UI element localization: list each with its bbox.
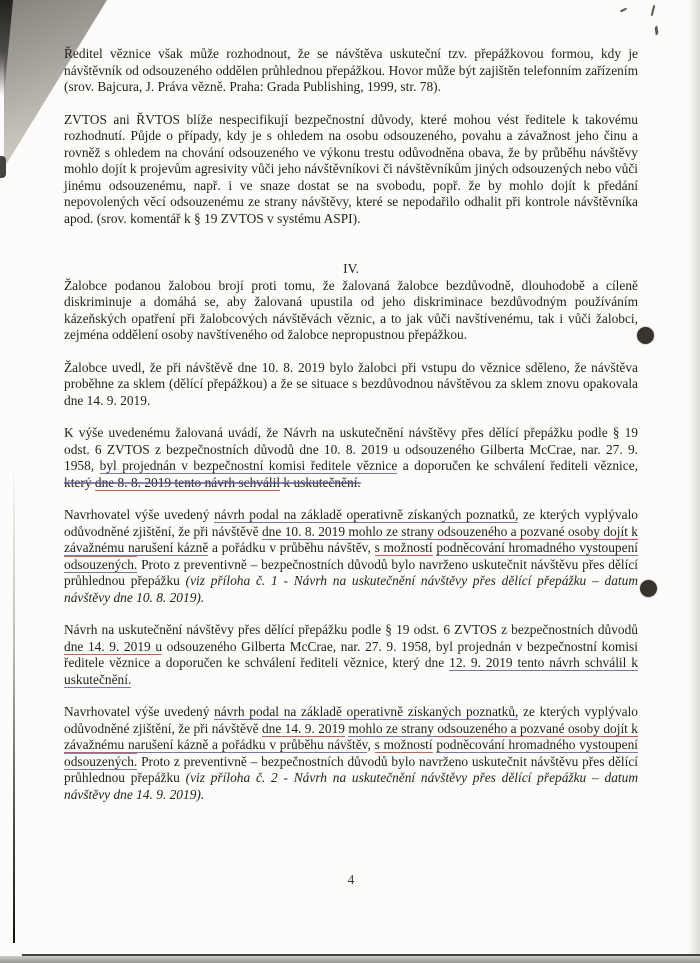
bottom-scan-strip: [0, 956, 700, 963]
para-proposal-10-8: K výše uvedenému žalovaná uvádí, že Návrh na uskutečnění návštěvy přes dělící přepážku podle § 19 odst. 6 ZVTOS z bezpečnostních důvodů dne 10. 8. 2019 u odsouzeného Gilberta McCrae, nar. 27. 9. 1958, byl projednán v bezpečnostní komisi ředitele věznice a doporučen ke schválení řediteli věznice, který dne 8. 8. 2019 tento návrh schválil k uskutečnění.: [64, 425, 638, 490]
para-findings-14-9: Navrhovatel výše uvedený návrh podal na základě operativně získaných poznatků, ze kterých vyplývalo odůvodněné zjištění, že při návštěvě dne 14. 9. 2019 mohlo ze strany odsouzeného a pozvané osoby dojít k závažnému narušení kázně a pořádku v průběhu návštěv, s možností podněcování hromadného vystoupení odsouzených. Proto z preventivně – bezpečnostních důvodů bylo navrženo uskutečnit návštěvu přes dělící průhlednou přepážku (viz příloha č. 2 - Návrh na uskutečnění návštěvy přes dělící přepážku – datum návštěvy dne 14. 9. 2019).: [64, 704, 638, 802]
para-findings-10-8: Navrhovatel výše uvedený návrh podal na základě operativně získaných poznatků, ze kterých vyplývalo odůvodněné zjištění, že při návštěvě dne 10. 8. 2019 mohlo ze strany odsouzeného a pozvané osoby dojít k závažnému narušení kázně a pořádku v průběhu návštěv, s možností podněcování hromadného vystoupení odsouzených. Proto z preventivně – bezpečnostních důvodů bylo navrženo uskutečnit návštěvu přes dělící průhlednou přepážku (viz příloha č. 1 - Návrh na uskutečnění návštěvy přes dělící přepážku – datum návštěvy dne 10. 8. 2019).: [64, 507, 638, 605]
section-heading: IV.: [343, 261, 359, 276]
para-claim-summary: Žalobce podanou žalobou brojí proti tomu, že žalovaná žalobce bezdůvodně, dlouhodobě a cíleně diskriminuje a domáhá se, aby žalovaná upustila od jeho diskriminace bezdůvodným používáním kázeňských opatření při žalobcových návštěvách věznic, a to jak vůči navštívenému, tak i vůči žalobci, zejména oddělení osoby navštíveného od žalobce nepropustnou přepážkou.: [64, 277, 638, 342]
document-text: [64, 46, 638, 819]
pen-speck-1: [620, 8, 627, 13]
left-scan-line: [13, 460, 15, 943]
para-director-decision: Ředitel věznice však může rozhodnout, že se návštěva uskuteční tzv. přepážkovou formou, kdy je návštěvník od odsouzeného oddělen průhlednou přepážkou. Hovor může být zajištěn telefonním zařízením (srov. Bajcura, J. Práva vězně. Praha: Grada Publishing, 1999, str. 78).: [64, 46, 638, 94]
left-edge-mark: [0, 156, 6, 178]
page-number: 4: [347, 872, 355, 887]
para-proposal-14-9: Návrh na uskutečnění návštěvy přes dělící přepážku podle § 19 odst. 6 ZVTOS z bezpečnostních důvodů dne 14. 9. 2019 u odsouzeného Gilberta McCrae, nar. 27. 9. 1958, byl projednán v bezpečnostní komisi ředitele věznice a doporučen ke schválení řediteli věznice, který dne 12. 9. 2019 tento návrh schválil k uskutečnění.: [64, 622, 638, 687]
pen-speck-2: [651, 5, 656, 16]
pen-speck-3: [654, 26, 659, 35]
hole-punch-bottom: [640, 580, 657, 597]
para-security-reasons: ZVTOS ani ŘVTOS blíže nespecifikují bezpečnostní důvody, které mohou vést ředitele k takovému rozhodnutí. Půjde o případy, kdy je s ohledem na osobu odsouzeného, povahu a závažnost jeho činu a rovněž s ohledem na chování odsouzeného ve výkonu trestu odůvodněna obava, že by průběhu návštěvy mohlo dojít k projevům agresivity vůči jeho návštěvníkovi či návštěvníkům jiných odsouzených nebo vůči jinému odsouzenému, např. i ve snaze dostat se na svobodu, popř. že by mohlo dojít k předání nepovolených věcí odsouzenému ze strany návštěvy, které se nepodařilo odhalit při kontrole návštěvníka apod. (srov. komentář k § 19 ZVTOS v systému ASPI).: [64, 111, 638, 226]
hole-punch-top: [637, 327, 654, 344]
para-visit-statement: Žalobce uvedl, že při návštěvě dne 10. 8. 2019 bylo žalobci při vstupu do věznice sděleno, že návštěva proběhne za sklem (dělící přepážkou) a že se situace s bezdůvodnou návštěvou za sklem znovu opakovala dne 14. 9. 2019.: [64, 359, 638, 408]
right-scan-edge: [688, 0, 700, 963]
